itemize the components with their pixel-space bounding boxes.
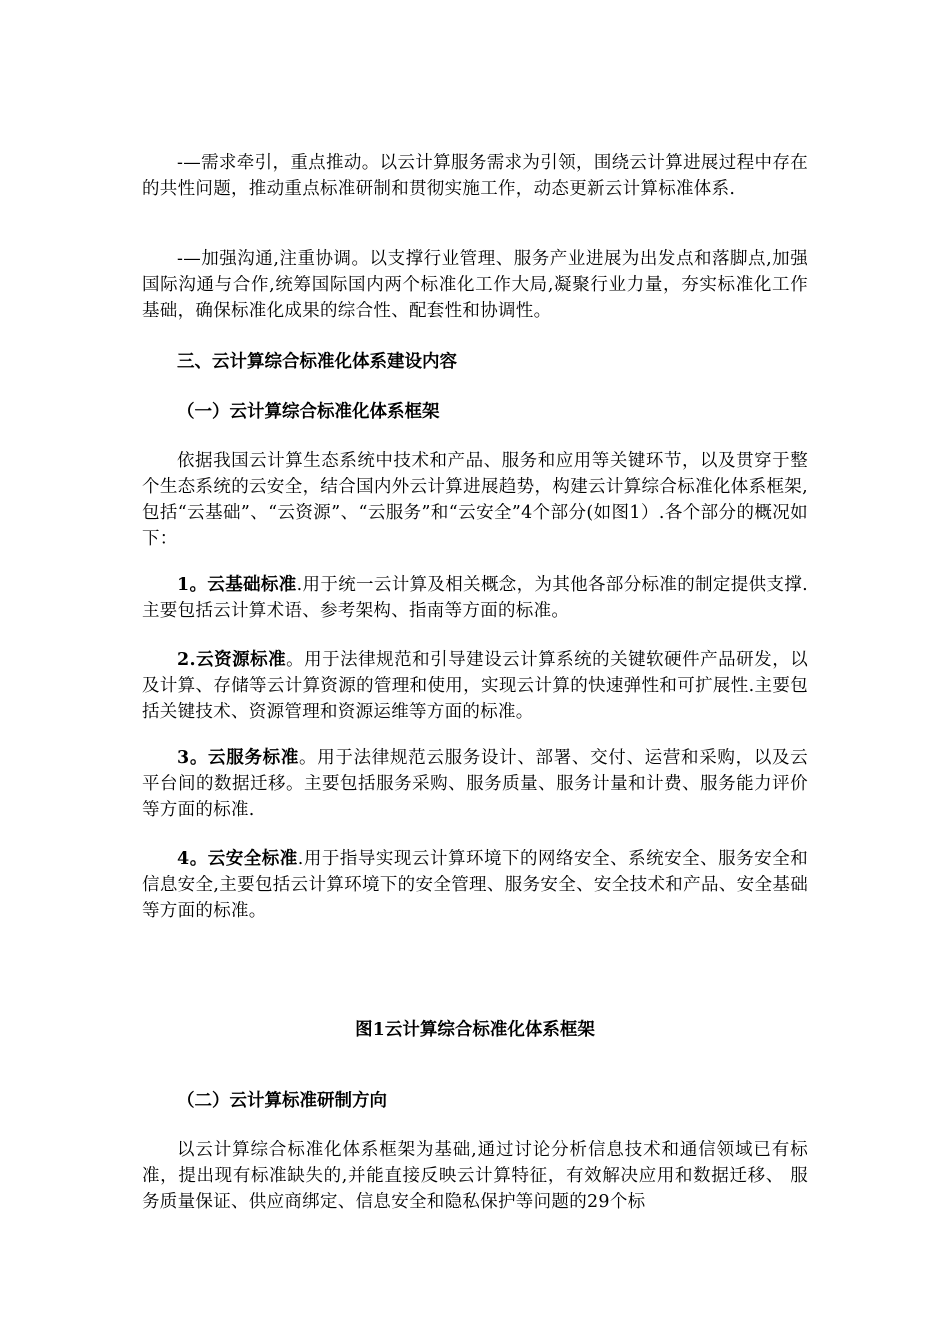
subsection-heading-direction: （二）云计算标准研制方向: [177, 1091, 387, 1111]
list-item-lead: 1。云基础标准: [177, 575, 297, 595]
paragraph-framework-intro: 依据我国云计算生态系统中技术和产品、服务和应用等关键环节，以及贯穿于整个生态系统的云安全，结合国内外云计算进展趋势，构建云计算综合标准化体系框架,包括“云基础”、“云资源”、“云服务”和“云安全”4个部分(如图1）.各个部分的概况如下：: [142, 451, 808, 549]
list-item-body: .用于统一云计算及相关概念，为其他各部分标准的制定提供支撑.主要包括云计算术语、参考架构、指南等方面的标准。: [142, 575, 809, 621]
list-item-cloud-resource: [142, 647, 808, 725]
list-item-cloud-security: [142, 846, 808, 924]
list-item-body: 。用于法律规范和引导建设云计算系统的关键软硬件产品研发，以及计算、存储等云计算资源的管理和使用，实现云计算的快速弹性和可扩展性.主要包括关键技术、资源管理和资源运维等方面的标准。: [142, 650, 808, 722]
list-item-body: .用于指导实现云计算环境下的网络安全、系统安全、服务安全和信息安全,主要包括云计算环境下的安全管理、服务安全、安全技术和产品、安全基础等方面的标准。: [142, 849, 809, 921]
list-item-body: 。用于法律规范云服务设计、部署、交付、运营和采购，以及云平台间的数据迁移。主要包括服务采购、服务质量、服务计量和计费、服务能力评价等方面的标准.: [142, 748, 809, 820]
list-item-lead: 4。云安全标准: [177, 849, 298, 869]
subsection-heading-framework: （一）云计算综合标准化体系框架: [177, 402, 440, 422]
paragraph-communication: -—加强沟通,注重协调。以支撑行业管理、服务产业进展为出发点和落脚点,加强国际沟通与合作,统筹国际国内两个标准化工作大局,凝聚行业力量，夯实标准化工作基础，确保标准化成果的综合性、配套性和协调性。: [142, 249, 808, 321]
figure-caption: 图1云计算综合标准化体系框架: [355, 1020, 595, 1040]
list-item-cloud-foundation: [142, 572, 808, 624]
paragraph-demand-driven: -—需求牵引，重点推动。以云计算服务需求为引领，围绕云计算进展过程中存在的共性问题，推动重点标准研制和贯彻实施工作，动态更新云计算标准体系.: [142, 153, 808, 199]
section-heading-3: 三、云计算综合标准化体系建设内容: [177, 352, 457, 372]
list-item-cloud-service: [142, 745, 808, 823]
list-item-lead: 2.云资源标准: [177, 650, 287, 670]
list-item-lead: 3。云服务标准: [177, 748, 300, 768]
paragraph-research-direction: 以云计算综合标准化体系框架为基础,通过讨论分析信息技术和通信领域已有标准，提出现有标准缺失的,并能直接反映云计算特征，有效解决应用和数据迁移、 服务质量保证、供应商绑定、信息安全和隐私保护等问题的29个标: [142, 1140, 808, 1212]
